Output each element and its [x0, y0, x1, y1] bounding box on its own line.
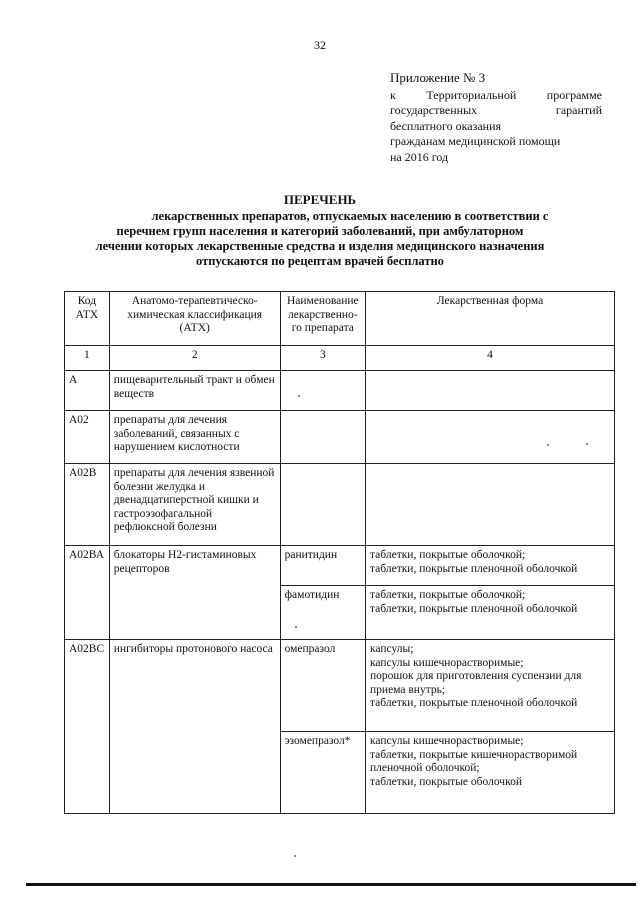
- cell-form: [366, 371, 615, 411]
- cell-drug: фамотидин: [280, 586, 365, 640]
- cell-drug: [280, 371, 365, 411]
- page-number: 32: [314, 38, 326, 52]
- column-number: 3: [280, 346, 365, 371]
- scan-speck: [298, 395, 300, 397]
- scan-speck: [586, 443, 588, 445]
- document-heading: [40, 192, 600, 269]
- heading-line: отпускаются по рецептам врачей бесплатно: [196, 254, 444, 268]
- cell-code: А: [65, 371, 110, 411]
- header-drug-name: Наименование лекарственно-го препарата: [280, 292, 365, 346]
- cell-code: А02ВА: [65, 546, 110, 640]
- table-row: [65, 371, 615, 411]
- table-row: [65, 411, 615, 464]
- header-code: Код АТХ: [65, 292, 110, 346]
- column-number-row: [65, 346, 615, 371]
- appendix-title: Приложение № 3: [390, 70, 486, 85]
- medications-table: [64, 291, 615, 814]
- cell-classification: пищеварительный тракт и обмен веществ: [109, 371, 280, 411]
- table-header-row: [65, 292, 615, 346]
- cell-code: А02ВС: [65, 640, 110, 814]
- scan-speck: [547, 444, 549, 446]
- cell-drug: омепразол: [280, 640, 365, 732]
- heading-title: ПЕРЕЧЕНЬ: [283, 192, 357, 207]
- heading-line: лечении которых лекарственные средства и изделия медицинского назначения: [95, 239, 545, 253]
- cell-form: капсулы кишечнорастворимые; таблетки, покрытые кишечнорастворимой пленочной оболочкой; таблетки, покрытые оболочкой: [366, 732, 615, 814]
- appendix-line: на 2016 год: [390, 149, 449, 164]
- scan-speck: [294, 855, 296, 857]
- cell-classification: препараты для лечения заболеваний, связанных с нарушением кислотности: [109, 411, 280, 464]
- column-number: 4: [366, 346, 615, 371]
- column-number: 1: [65, 346, 110, 371]
- cell-drug: эзомепразол*: [280, 732, 365, 814]
- appendix-line: бесплатного оказания: [390, 118, 502, 133]
- heading-line: перечнем групп населения и категорий заболеваний, при амбулаторном: [116, 224, 524, 238]
- cell-classification: препараты для лечения язвенной болезни желудка и двенадцатиперстной кишки и гастроэзофагальной рефлюксной болезни: [109, 464, 280, 546]
- cell-form: [366, 411, 615, 464]
- appendix-block: [390, 70, 602, 165]
- bottom-rule: [26, 883, 636, 886]
- cell-form: капсулы; капсулы кишечнорастворимые; порошок для приготовления суспензии для приема внутрь; таблетки, покрытые пленочной оболочкой: [366, 640, 615, 732]
- table-row: [65, 546, 615, 586]
- cell-code: А02В: [65, 464, 110, 546]
- table-row: [65, 464, 615, 546]
- column-number: 2: [109, 346, 280, 371]
- cell-drug: ранитидин: [280, 546, 365, 586]
- cell-drug: [280, 464, 365, 546]
- cell-form: [366, 464, 615, 546]
- appendix-line: к Территориальной программе: [390, 87, 602, 102]
- cell-classification: ингибиторы протонового насоса: [109, 640, 280, 814]
- cell-form: таблетки, покрытые оболочкой; таблетки, покрытые пленочной оболочкой: [366, 586, 615, 640]
- table-row: [65, 640, 615, 732]
- scan-speck: [295, 626, 297, 628]
- cell-form: таблетки, покрытые оболочкой; таблетки, покрытые пленочной оболочкой: [366, 546, 615, 586]
- heading-line: лекарственных препаратов, отпускаемых населению в соответствии с: [151, 209, 549, 223]
- appendix-line: гражданам медицинской помощи: [390, 134, 561, 148]
- header-dosage-form: Лекарственная форма: [366, 292, 615, 346]
- cell-drug: [280, 411, 365, 464]
- cell-code: А02: [65, 411, 110, 464]
- header-classification: Анатомо-терапевтическо-химическая классификация (АТХ): [109, 292, 280, 346]
- appendix-line: государственных гарантий: [390, 103, 602, 117]
- cell-classification: блокаторы Н2-гистаминовых рецепторов: [109, 546, 280, 640]
